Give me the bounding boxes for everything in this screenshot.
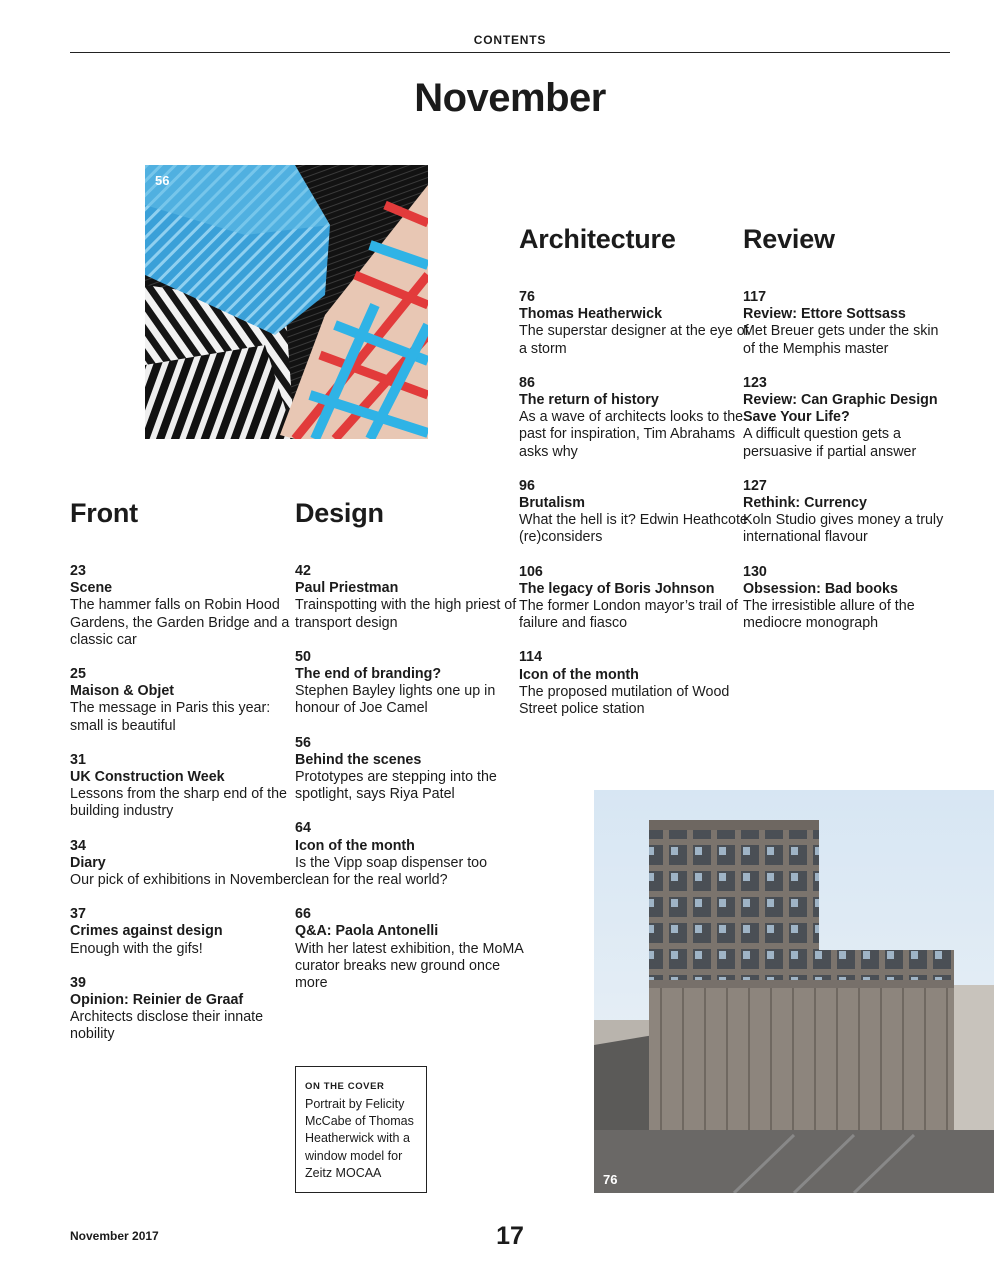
entry-title: Icon of the month bbox=[295, 837, 415, 854]
pattern-illustration bbox=[145, 165, 428, 439]
contents-entry bbox=[70, 838, 300, 890]
entry-page-number: 25 bbox=[70, 666, 86, 683]
entry-description: Trainspotting with the high priest of transport design bbox=[295, 597, 517, 631]
entry-title: Brutalism bbox=[519, 495, 585, 512]
image-page-number: 76 bbox=[603, 1172, 618, 1187]
architecture-list bbox=[519, 289, 749, 735]
contents-entry bbox=[519, 478, 749, 547]
contents-entry bbox=[295, 649, 525, 718]
entry-page-number: 117 bbox=[743, 289, 767, 305]
section-title-front: Front bbox=[70, 498, 138, 528]
contents-entry bbox=[743, 375, 953, 461]
contents-entry bbox=[519, 289, 749, 358]
page-number: 17 bbox=[496, 1222, 524, 1250]
design-list bbox=[295, 563, 525, 1009]
contents-entry bbox=[743, 289, 953, 358]
entry-title: Diary bbox=[70, 854, 106, 871]
entry-description: With her latest exhibition, the MoMA curator breaks new ground once more bbox=[295, 940, 524, 992]
entry-page-number: 64 bbox=[295, 820, 311, 837]
entry-page-number: 42 bbox=[295, 563, 311, 579]
contents-entry bbox=[519, 564, 749, 633]
entry-description: The message in Paris this year: small is beautiful bbox=[70, 700, 271, 734]
section-title-design: Design bbox=[295, 498, 384, 528]
entry-page-number: 123 bbox=[743, 374, 767, 391]
entry-description: The former London mayor’s trail of failure and fiasco bbox=[519, 598, 738, 632]
entry-page-number: 127 bbox=[743, 477, 767, 494]
entry-title: Obsession: Bad books bbox=[743, 580, 898, 597]
contents-entry bbox=[295, 735, 525, 804]
entry-description: What the hell is it? Edwin Heathcote (re)considers bbox=[519, 512, 748, 546]
entry-description: A difficult question gets a persuasive if partial answer bbox=[743, 426, 917, 460]
entry-title: The return of history bbox=[519, 392, 659, 409]
contents-entry bbox=[295, 906, 525, 992]
contents-entry bbox=[743, 564, 953, 633]
entry-page-number: 86 bbox=[519, 374, 535, 391]
cover-label: ON THE COVER bbox=[305, 1081, 385, 1092]
building-photo bbox=[594, 790, 994, 1193]
entry-page-number: 34 bbox=[70, 837, 86, 854]
section-title-review: Review bbox=[743, 224, 835, 254]
contents-entry bbox=[70, 906, 300, 958]
entry-title: Maison & Objet bbox=[70, 683, 175, 700]
entry-description: Met Breuer gets under the skin of the Memphis master bbox=[743, 323, 939, 357]
contents-entry bbox=[70, 975, 300, 1044]
entry-description: The proposed mutilation of Wood Street police station bbox=[519, 683, 730, 718]
entry-page-number: 96 bbox=[519, 477, 535, 494]
header-divider bbox=[70, 52, 950, 53]
entry-page-number: 130 bbox=[743, 563, 767, 580]
entry-description: As a wave of architects looks to the past for inspiration, Tim Abrahams asks why bbox=[519, 409, 744, 460]
contents-entry bbox=[295, 820, 525, 889]
entry-page-number: 39 bbox=[70, 974, 86, 991]
entry-description: Stephen Bayley lights one up in honour of Joe Camel bbox=[295, 683, 496, 717]
entry-page-number: 31 bbox=[70, 751, 86, 768]
entry-page-number: 50 bbox=[295, 648, 311, 665]
feature-image-prototypes bbox=[145, 165, 428, 439]
entry-page-number: 23 bbox=[70, 563, 86, 579]
entry-title: The legacy of Boris Johnson bbox=[519, 580, 715, 597]
entry-title: Q&A: Paola Antonelli bbox=[295, 923, 439, 940]
entry-description: The irresistible allure of the mediocre monograph bbox=[743, 598, 915, 632]
entry-page-number: 114 bbox=[519, 649, 543, 666]
page-title: November bbox=[414, 76, 606, 120]
entry-title: Behind the scenes bbox=[295, 751, 422, 768]
section-label: CONTENTS bbox=[473, 33, 547, 47]
entry-page-number: 76 bbox=[519, 289, 535, 305]
contents-entry bbox=[70, 563, 300, 649]
entry-description: Koln Studio gives money a truly international flavour bbox=[743, 512, 944, 546]
entry-description: The superstar designer at the eye of a storm bbox=[519, 323, 749, 357]
entry-page-number: 37 bbox=[70, 906, 86, 923]
entry-description: Architects disclose their innate nobility bbox=[70, 1009, 264, 1043]
section-title-architecture: Architecture bbox=[519, 224, 676, 254]
contents-entry bbox=[70, 752, 300, 821]
image-page-number: 56 bbox=[155, 173, 170, 188]
entry-title: Icon of the month bbox=[519, 666, 639, 683]
entry-description: Our pick of exhibitions in November bbox=[70, 872, 296, 889]
entry-title: Crimes against design bbox=[70, 923, 223, 940]
entry-description: Lessons from the sharp end of the building industry bbox=[70, 786, 287, 820]
entry-title: Review: Ettore Sottsass bbox=[743, 306, 906, 323]
contents-entry bbox=[295, 563, 525, 632]
issue-date: November 2017 bbox=[70, 1229, 159, 1243]
contents-entry bbox=[519, 649, 749, 718]
contents-entry bbox=[70, 666, 300, 735]
cover-credit-box bbox=[295, 1066, 427, 1193]
entry-description: Enough with the gifs! bbox=[70, 940, 203, 957]
contents-entry bbox=[519, 375, 749, 461]
front-list bbox=[70, 563, 300, 1061]
entry-page-number: 106 bbox=[519, 563, 543, 580]
entry-title: Opinion: Reinier de Graaf bbox=[70, 992, 244, 1009]
contents-entry bbox=[743, 478, 953, 547]
entry-title: UK Construction Week bbox=[70, 769, 225, 786]
entry-title: Scene bbox=[70, 580, 113, 597]
entry-title: Rethink: Currency bbox=[743, 495, 867, 512]
feature-image-zeitz-mocaa bbox=[594, 790, 994, 1193]
cover-description: Portrait by Felicity McCabe of Thomas Heatherwick with a window model for Zeitz MOCAA bbox=[305, 1097, 414, 1180]
review-list bbox=[743, 289, 953, 649]
entry-title: Review: Can Graphic Design Save Your Life? bbox=[743, 392, 938, 426]
entry-description: Prototypes are stepping into the spotlight, says Riya Patel bbox=[295, 769, 497, 803]
entry-title: Paul Priestman bbox=[295, 580, 399, 597]
entry-page-number: 56 bbox=[295, 734, 311, 751]
entry-title: Thomas Heatherwick bbox=[519, 306, 663, 323]
entry-description: Is the Vipp soap dispenser too clean for the real world? bbox=[295, 854, 488, 889]
entry-page-number: 66 bbox=[295, 906, 311, 923]
entry-title: The end of branding? bbox=[295, 666, 442, 683]
entry-description: The hammer falls on Robin Hood Gardens, the Garden Bridge and a classic car bbox=[70, 597, 290, 648]
